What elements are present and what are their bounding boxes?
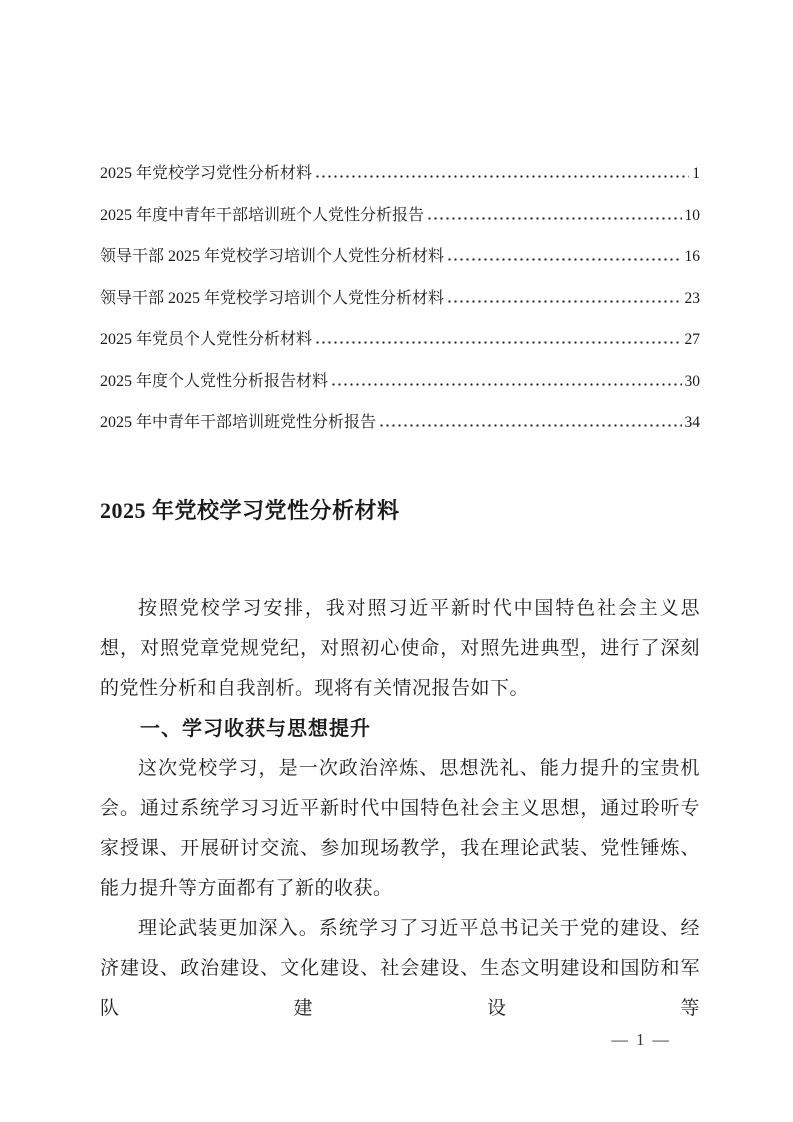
toc-page-number: 16 xyxy=(684,248,700,265)
section-heading: 一、学习收获与思想提升 xyxy=(140,717,371,740)
toc-entry-title: 2025 年度个人党性分析报告材料 xyxy=(100,372,329,390)
toc-entry-title: 2025 年党校学习党性分析材料 xyxy=(100,165,313,182)
paragraph: 理论武装更加深入。系统学习了习近平总书记关于党的建设、经济建设、政治建设、文化建设、社会建设、生态文明建设和国防和军队建设等 xyxy=(100,917,700,1019)
toc-dot-leader xyxy=(448,300,681,303)
toc-entry[interactable] xyxy=(100,195,700,237)
toc-entry[interactable] xyxy=(100,361,700,403)
toc-page-number: 34 xyxy=(684,414,700,431)
article-body xyxy=(100,589,700,1029)
toc-page-number: 10 xyxy=(684,206,700,224)
toc-dot-leader xyxy=(316,341,681,344)
toc-entry[interactable] xyxy=(100,402,700,444)
toc-page-number: 23 xyxy=(684,289,700,307)
toc-dot-leader xyxy=(316,175,689,178)
paragraph-intro: 按照党校学习安排，我对照习近平新时代中国特色社会主义思想，对照党章党规党纪，对照初心使命，对照先进典型，进行了深刻的党性分析和自我剖析。现将有关情况报告如下。 xyxy=(100,597,700,699)
toc-page-number: 1 xyxy=(692,165,700,182)
paragraph: 这次党校学习，是一次政治淬炼、思想洗礼、能力提升的宝贵机会。通过系统学习习近平新时代中国特色社会主义思想，通过聆听专家授课、开展研讨交流、参加现场教学，我在理论武装、党性锤炼、能力提升等方面都有了新的收获。 xyxy=(100,757,700,899)
toc-entry[interactable] xyxy=(100,319,700,361)
toc-page-number: 30 xyxy=(684,372,700,390)
toc-entry[interactable] xyxy=(100,153,700,195)
toc-entry-title: 领导干部 2025 年党校学习培训个人党性分析材料 xyxy=(100,248,445,265)
toc-entry[interactable] xyxy=(100,278,700,320)
document-title: 2025 年党校学习党性分析材料 xyxy=(100,497,400,523)
toc-page-number: 27 xyxy=(684,331,700,348)
toc-entry-title: 领导干部 2025 年党校学习培训个人党性分析材料 xyxy=(100,289,445,307)
toc-dot-leader xyxy=(428,217,681,220)
toc-entry-title: 2025 年中青年干部培训班党性分析报告 xyxy=(100,414,377,431)
toc-dot-leader xyxy=(448,258,681,261)
toc-dot-leader xyxy=(332,383,681,386)
page-number-footer: — 1 — xyxy=(611,1030,671,1049)
toc-entry-title: 2025 年党员个人党性分析材料 xyxy=(100,331,313,348)
toc-entry-title: 2025 年度中青年干部培训班个人党性分析报告 xyxy=(100,206,425,224)
table-of-contents xyxy=(100,153,700,444)
toc-entry[interactable] xyxy=(100,236,700,278)
toc-dot-leader xyxy=(380,424,681,427)
